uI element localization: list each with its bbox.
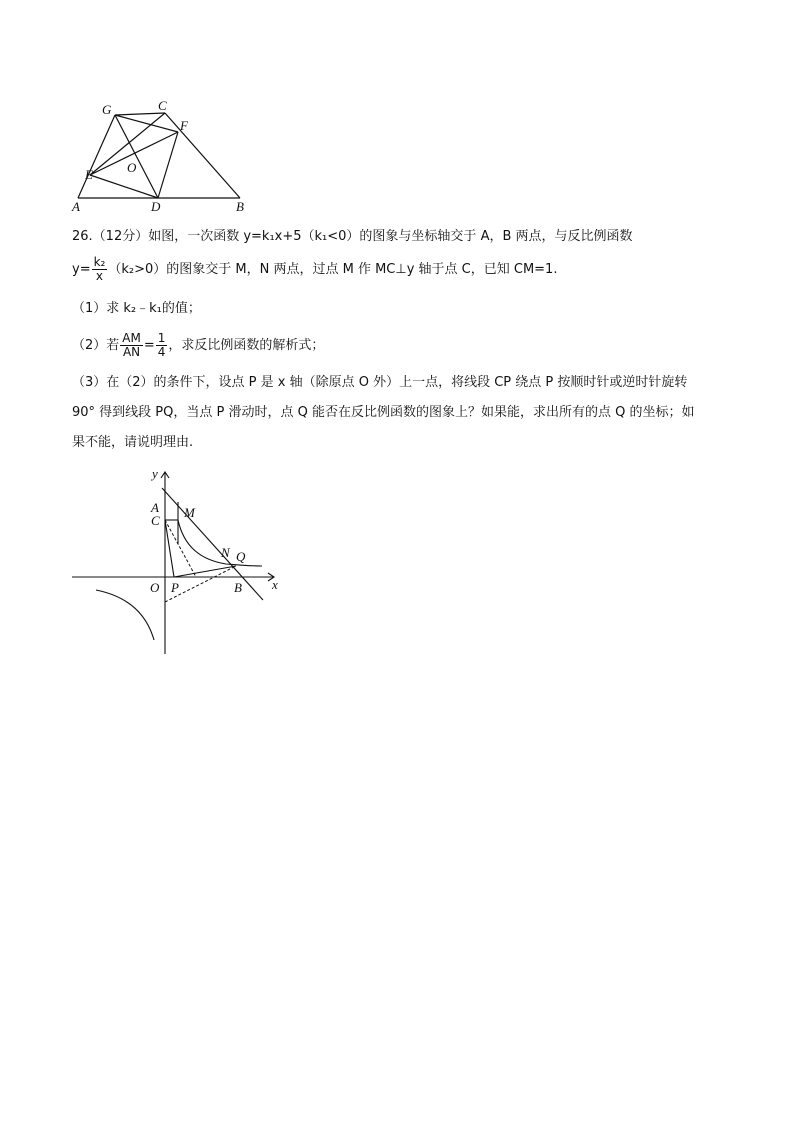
- segment-PQ: [174, 566, 236, 577]
- fraction-am-over-an: $\frac{AM}{AN}$: [122, 331, 141, 359]
- label-y: y: [152, 466, 158, 481]
- segment-AG: [78, 115, 115, 198]
- label-x: x: [272, 577, 278, 592]
- question-3-line-3: 果不能，请说明理由.: [72, 435, 194, 450]
- label-P: P: [171, 580, 179, 595]
- label-G: G: [102, 102, 112, 117]
- fraction-one-quarter: $\frac{1}{4}$: [157, 331, 166, 359]
- label-C: C: [151, 513, 160, 528]
- label-N: N: [221, 545, 230, 560]
- hyperbola-branch-1: [178, 520, 262, 566]
- question-3-line-2: 90° 得到线段 PQ，当点 P 滑动时，点 Q 能否在反比例函数的图象上？如果能，求出所有的点 Q 的坐标；如: [72, 405, 695, 420]
- label-M: M: [184, 505, 195, 520]
- question-3-line-1: （3）在（2）的条件下，设点 P 是 x 轴（除原点 O 外）上一点，将线段 CP 绕点 P 按顺时针或逆时针旋转: [72, 375, 688, 390]
- coordinate-figure-2: [66, 462, 286, 662]
- label-Q: Q: [236, 549, 246, 564]
- label-C: C: [158, 98, 167, 113]
- problem-line-2: y= $\frac{\text{k₂}}{x}$ （k₂>0）的图象交于 M，N 两点，过点 M 作 MC⊥y 轴于点 C，已知 CM=1.: [72, 255, 558, 283]
- question-1: （1）求 k₂﹣k₁的值；: [72, 301, 201, 316]
- geometry-figure-1: [60, 95, 260, 215]
- label-O: O: [127, 160, 137, 175]
- label-F: F: [180, 118, 188, 133]
- segment-FD: [158, 132, 178, 198]
- label-D: D: [151, 199, 161, 214]
- segment-CP: [165, 520, 174, 577]
- segment-CB: [165, 113, 240, 198]
- label-A: A: [72, 199, 80, 214]
- hyperbola-branch-2: [96, 590, 154, 640]
- problem-line-1: 26.（12分）如图，一次函数 y=k₁x+5（k₁<0）的图象与坐标轴交于 A，B 两点，与反比例函数: [72, 229, 633, 244]
- label-B: B: [234, 580, 242, 595]
- label-O: O: [150, 580, 160, 595]
- label-A: A: [151, 500, 159, 515]
- fraction-k2-over-x: $\frac{\text{k₂}}{x}$: [93, 255, 106, 283]
- question-2: （2）若 $\frac{AM}{AN}$ = $\frac{1}{4}$ ，求反比例函数的解析式；: [72, 331, 325, 359]
- segment-GC: [115, 113, 165, 115]
- label-B: B: [236, 199, 244, 214]
- label-E: E: [85, 167, 93, 182]
